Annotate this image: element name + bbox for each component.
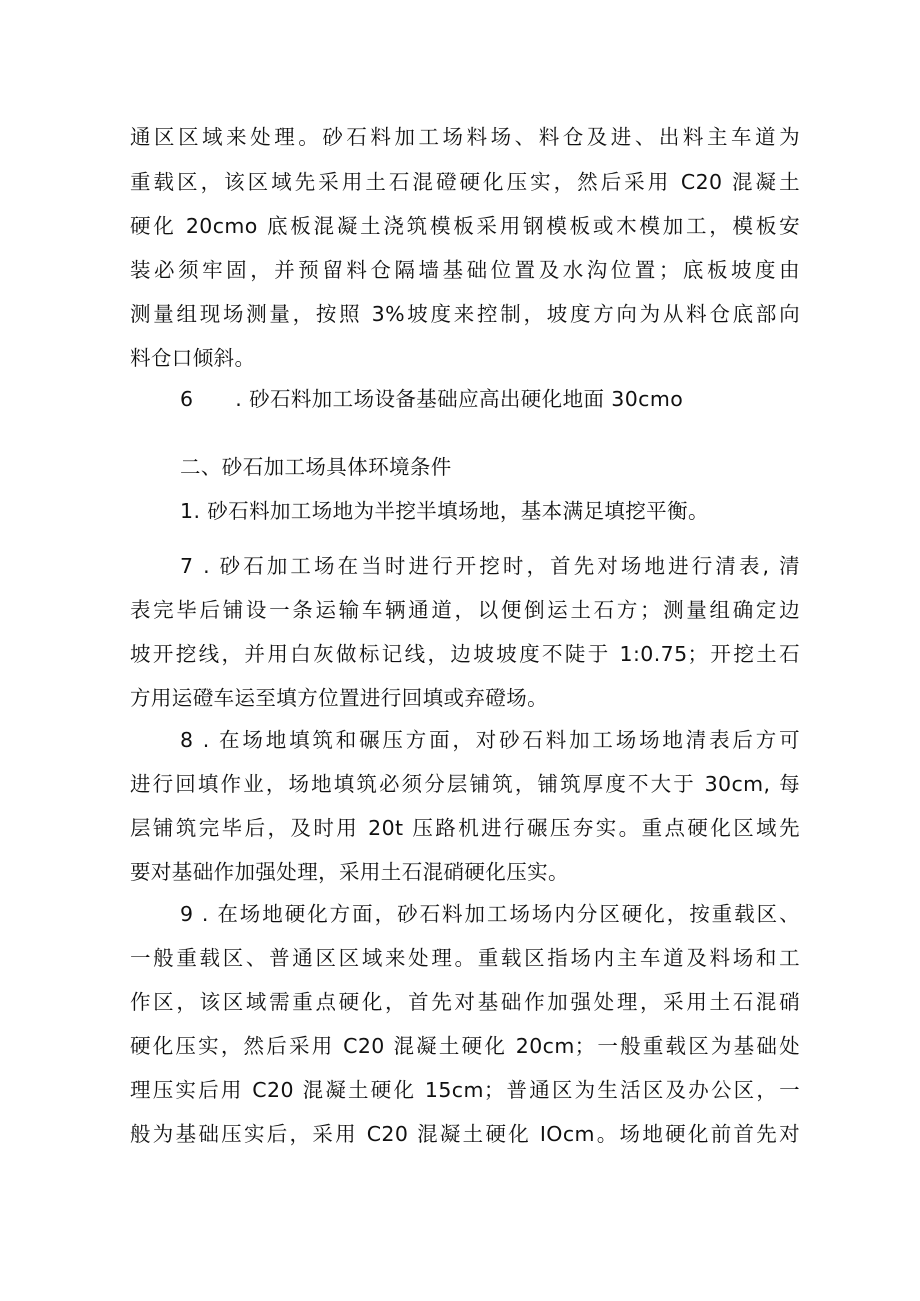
text-line: 1. 砂石料加工场地为半挖半填场地，基本满足填挖平衡。 <box>180 499 709 523</box>
text-line: 方用运磴车运至填方位置进行回填或弃磴场。 <box>130 686 548 710</box>
heading-text: 二、砂石加工场具体环境条件 <box>180 455 452 479</box>
text-line: 要对基础作加强处理，采用土石混硝硬化压实。 <box>130 860 569 884</box>
text-line: 装必须牢固，并预留料仓隔墙基础位置及水沟位置；底板坡度由 <box>130 258 800 282</box>
text-line: 6 . 砂石料加工场设备基础应高出硬化地面 30cmo <box>180 387 684 411</box>
text-line: 9 . 在场地硬化方面，砂石料加工场场内分区硬化，按重载区、 <box>180 902 800 926</box>
text-line: 8 . 在场地填筑和碾压方面，对砂石料加工场场地清表后方可 <box>180 728 800 752</box>
text-line: 坡开挖线，并用白灰做标记线，边坡坡度不陡于 1:0.75；开挖土石 <box>130 642 800 666</box>
text-line: 进行回填作业，场地填筑必须分层铺筑，铺筑厚度不大于 30cm, 每 <box>130 772 800 796</box>
text-line: 料仓口倾斜。 <box>130 346 256 370</box>
text-line: 重载区，该区域先采用土石混磴硬化压实，然后采用 C20 混凝土 <box>130 170 800 194</box>
text-line: 硬化 20cmo 底板混凝土浇筑模板采用钢模板或木模加工，模板安 <box>130 214 800 238</box>
text-line: 层铺筑完毕后，及时用 20t 压路机进行碾压夯实。重点硬化区域先 <box>130 816 800 840</box>
text-line: 测量组现场测量，按照 3%坡度来控制，坡度方向为从料仓底部向 <box>130 302 800 326</box>
text-line: 通区区域来处理。砂石料加工场料场、料仓及进、出料主车道为 <box>130 125 800 149</box>
text-line: 表完毕后铺设一条运输车辆通道，以便倒运土石方；测量组确定边 <box>130 598 800 622</box>
text-line: 一般重载区、普通区区域来处理。重载区指场内主车道及料场和工 <box>130 946 800 970</box>
text-line: 理压实后用 C20 混凝土硬化 15cm；普通区为生活区及办公区，一 <box>130 1078 800 1102</box>
text-line: 硬化压实，然后采用 C20 混凝土硬化 20cm；一般重载区为基础处 <box>130 1034 800 1058</box>
text-line: 7 . 砂石加工场在当时进行开挖时，首先对场地进行清表, 清 <box>180 554 800 578</box>
text-line: 般为基础压实后，采用 C20 混凝土硬化 IOcm。场地硬化前首先对 <box>130 1122 800 1146</box>
text-line: 作区，该区域需重点硬化，首先对基础作加强处理，采用土石混硝 <box>130 990 800 1014</box>
